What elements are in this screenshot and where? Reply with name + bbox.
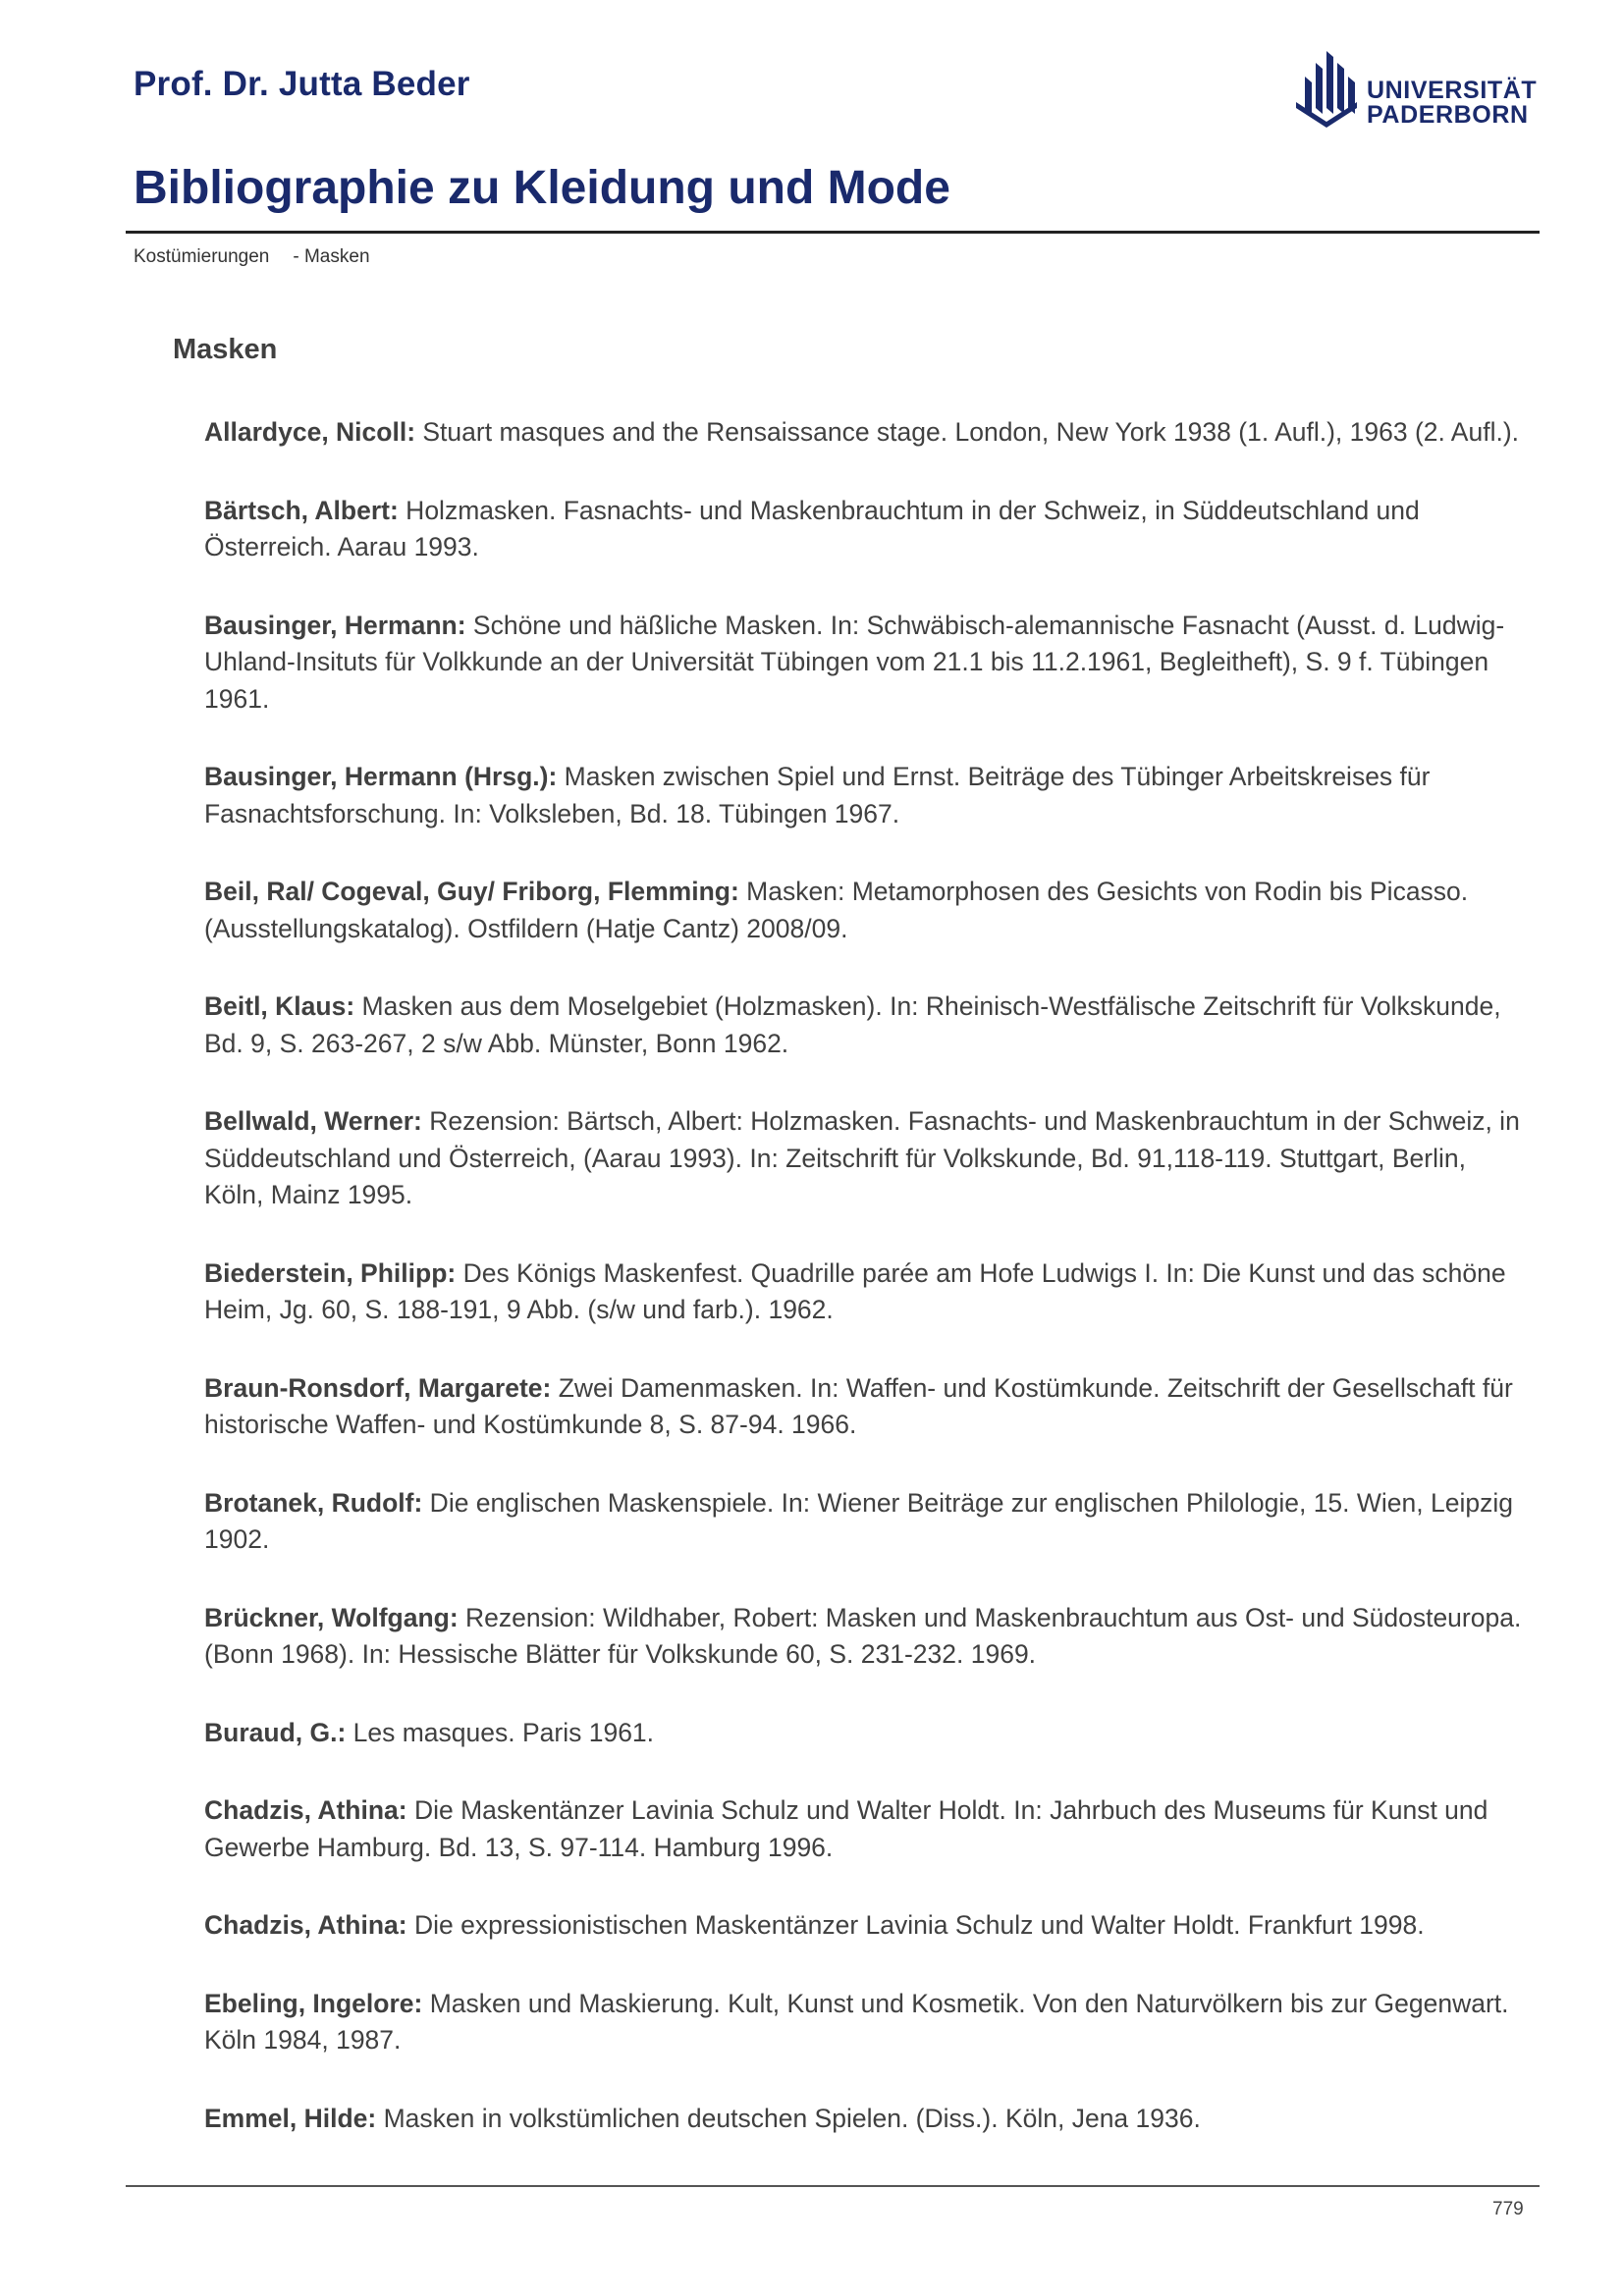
bibliography-entry	[204, 2101, 1530, 2138]
bibliography-entry	[204, 1792, 1530, 1866]
footer-divider	[126, 2185, 1540, 2187]
entry-author: Brotanek, Rudolf:	[204, 1487, 423, 1518]
bibliography-entry	[204, 1103, 1530, 1214]
entry-text: Zwei Damenmasken. In: Waffen- und Kostümkunde. Zeitschrift der Gesellschaft für historische Waffen- und Kostümkunde 8, S. 87-94. 1966.	[204, 1372, 1513, 1439]
entry-author: Emmel, Hilde:	[204, 2103, 377, 2133]
entry-text: Die expressionistischen Maskentänzer Lavinia Schulz und Walter Holdt. Frankfurt 1998.	[406, 1910, 1425, 1940]
entry-author: Chadzis, Athina:	[204, 1910, 407, 1940]
bibliography-entry	[204, 1600, 1530, 1674]
bibliography-entry	[204, 1986, 1530, 2059]
entry-author: Beil, Ral/ Cogeval, Guy/ Friborg, Flemming:	[204, 877, 739, 906]
bibliography-entry	[204, 1715, 1530, 1752]
entry-text: Masken aus dem Moselgebiet (Holzmasken). In: Rheinisch-Westfälische Zeitschrift für Volkskunde, Bd. 9, S. 263-267, 2 s/w Abb. Münster, Bonn 1962.	[204, 991, 1501, 1058]
header-divider	[126, 231, 1540, 234]
entry-author: Ebeling, Ingelore:	[204, 1988, 423, 2018]
entry-author: Beitl, Klaus:	[204, 991, 355, 1021]
entry-author: Bellwald, Werner:	[204, 1106, 422, 1136]
bibliography-entry	[204, 759, 1530, 832]
bibliography-entry	[204, 874, 1530, 947]
entry-text: Masken zwischen Spiel und Ernst. Beiträge des Tübinger Arbeitskreises für Fasnachtsforschung. In: Volksleben, Bd. 18. Tübingen 1967.	[204, 762, 1431, 828]
entry-text: Les masques. Paris 1961.	[346, 1717, 655, 1747]
entry-author: Buraud, G.:	[204, 1717, 347, 1747]
entry-text: Rezension: Bärtsch, Albert: Holzmasken. Fasnachts- und Maskenbrauchtum in der Schweiz, in Süddeutschland und Österreich, (Aarau 1993). In: Zeitschrift für Volkskunde, Bd. 91,118-119. Stuttgart, Berlin, Köln, Mainz 1995.	[204, 1106, 1520, 1209]
logo-line-1: UNIVERSITÄT	[1367, 77, 1538, 104]
university-logo-icon	[1294, 51, 1359, 132]
logo-line-2: PADERBORN	[1367, 101, 1529, 129]
entry-text: Die englischen Maskenspiele. In: Wiener Beiträge zur englischen Philologie, 15. Wien, Leipzig 1902.	[204, 1487, 1513, 1554]
entry-text: Des Königs Maskenfest. Quadrille parée am Hofe Ludwigs I. In: Die Kunst und das schöne Heim, Jg. 60, S. 188-191, 9 Abb. (s/w und farb.). 1962.	[204, 1257, 1506, 1324]
entry-author: Bausinger, Hermann:	[204, 610, 466, 640]
page-number: 779	[1492, 2199, 1524, 2219]
entry-author: Bausinger, Hermann (Hrsg.):	[204, 762, 558, 791]
document-title: Bibliographie zu Kleidung und Mode	[134, 162, 950, 214]
bibliography-entry	[204, 493, 1530, 566]
entry-author: Chadzis, Athina:	[204, 1795, 407, 1825]
bibliography-entry	[204, 1907, 1530, 1945]
entry-text: Die Maskentänzer Lavinia Schulz und Walter Holdt. In: Jahrbuch des Museums für Kunst und Gewerbe Hamburg. Bd. 13, S. 97-114. Hamburg 1996.	[204, 1795, 1488, 1862]
breadcrumb-item-kostuemierungen: Kostümierungen	[134, 246, 270, 267]
entry-author: Brückner, Wolfgang:	[204, 1602, 459, 1632]
bibliography-entry	[204, 608, 1530, 719]
entry-author: Biederstein, Philipp:	[204, 1257, 457, 1288]
entry-text: Schöne und häßliche Masken. In: Schwäbisch-alemannische Fasnacht (Ausst. d. Ludwig-Uhland-Insituts für Volkkunde an der Universität Tübingen vom 21.1 bis 11.2.1961, Begleitheft), S. 9 f. Tübingen 1961.	[204, 610, 1505, 714]
entry-text: Masken und Maskierung. Kult, Kunst und Kosmetik. Von den Naturvölkern bis zur Gegenwart. Köln 1984, 1987.	[204, 1988, 1509, 2055]
university-logo-text	[1367, 79, 1537, 128]
entry-text: Masken: Metamorphosen des Gesichts von Rodin bis Picasso. (Ausstellungskatalog). Ostfildern (Hatje Cantz) 2008/09.	[204, 877, 1469, 943]
entry-author: Bärtsch, Albert:	[204, 495, 399, 525]
bibliography-entry	[204, 414, 1530, 452]
breadcrumb-item-masken: - Masken	[293, 246, 370, 267]
document-author: Prof. Dr. Jutta Beder	[134, 65, 470, 103]
university-logo	[1294, 51, 1538, 132]
bibliography-entry	[204, 988, 1530, 1062]
bibliography-entry	[204, 1255, 1530, 1329]
bibliography-entry	[204, 1485, 1530, 1559]
bibliography-entry	[204, 1370, 1530, 1444]
entry-author: Allardyce, Nicoll:	[204, 417, 416, 447]
entry-text: Stuart masques and the Rensaissance stage. London, New York 1938 (1. Aufl.), 1963 (2. Aufl.).	[415, 417, 1520, 447]
entry-text: Rezension: Wildhaber, Robert: Masken und Maskenbrauchtum aus Ost- und Südosteuropa. (Bonn 1968). In: Hessische Blätter für Volkskunde 60, S. 231-232. 1969.	[204, 1602, 1522, 1669]
entry-text: Masken in volkstümlichen deutschen Spielen. (Diss.). Köln, Jena 1936.	[376, 2103, 1201, 2133]
bibliography-list	[204, 414, 1530, 2178]
section-heading: Masken	[173, 334, 278, 365]
entry-text: Holzmasken. Fasnachts- und Maskenbrauchtum in der Schweiz, in Süddeutschland und Österreich. Aarau 1993.	[204, 495, 1420, 561]
entry-author: Braun-Ronsdorf, Margarete:	[204, 1372, 552, 1403]
breadcrumb	[134, 246, 370, 268]
